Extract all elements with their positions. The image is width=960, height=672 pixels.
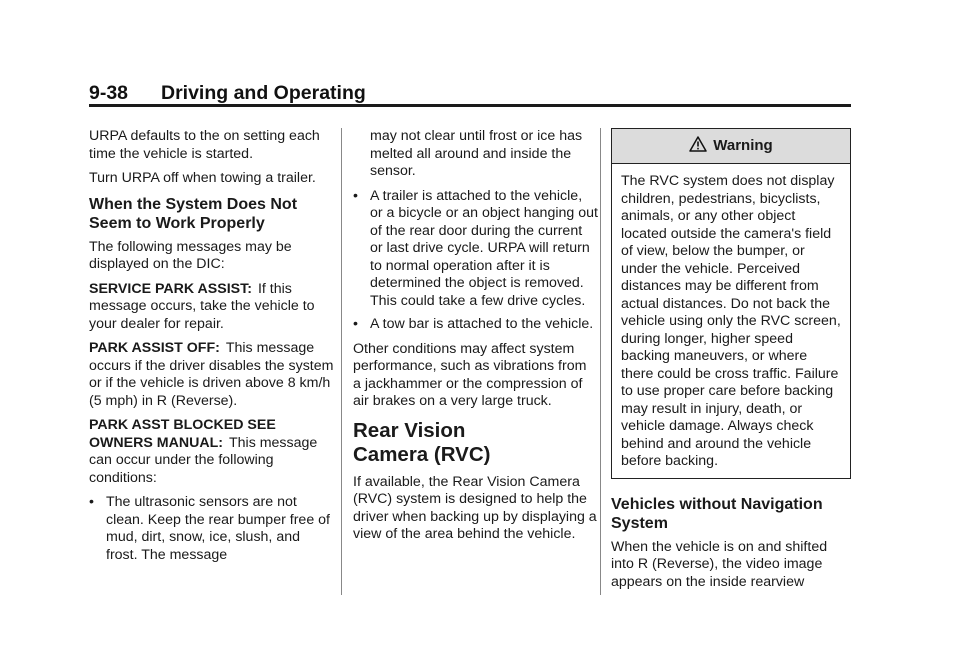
page-number: 9-38 [89,82,129,104]
paragraph: Other conditions may affect system performance, such as vibrations from a jackhammer or the compression of air brakes on a very large truck. [353,340,587,409]
bullet-icon: • [353,316,358,332]
section-heading [353,419,598,467]
warning-title: Warning [713,137,773,155]
dic-message [89,281,334,334]
column-divider [341,128,342,595]
list-item [353,316,598,334]
message-text: If this message occurs, take the vehicle to your dealer for repair. [89,280,315,332]
message-text: This message can occur under the following conditions: [89,434,318,486]
condition-list [89,494,334,564]
bullet-icon: • [353,187,358,204]
dic-message [89,340,334,410]
subsection-heading: Vehicles without Navigation System [611,495,823,532]
list-item-text: A tow bar is attached to the vehicle. [370,316,594,332]
message-label: PARK ASST BLOCKED SEE OWNERS MANUAL: [89,417,276,451]
section-title: Driving and Operating [161,82,366,104]
list-item [353,188,598,311]
list-item-text: A trailer is attached to the vehicle, or a bicycle or an object hanging out of the rear door during the current or last drive cycle. URPA will return to normal operation after it is determined the object is removed. This could take a few drive cycles. [370,187,598,309]
paragraph: Turn URPA off when towing a trailer. [89,170,316,186]
warning-text: The RVC system does not display children, pedestrians, bicyclists, animals, or any other object located outside the camera's field of view, below the bumper, or under the vehicle. Perceived distances may be different from actual distances. Do not back the vehicle using only the RVC screen, during longer, higher speed backing maneuvers, or where there could be cross traffic. Failure to use proper care before backing may result in injury, death, or vehicle damage. Always check behind and around the vehicle before backing. [621,173,841,469]
list-item [89,494,334,564]
paragraph: The following messages may be displayed on the DIC: [89,238,292,272]
column-divider [600,128,601,595]
warning-triangle-icon [689,136,713,157]
paragraph: If available, the Rear Vision Camera (RVC) system is designed to help the driver when backing up by displaying a view of the area behind the vehicle. [353,473,597,542]
column-1 [89,128,334,571]
list-item-text: The ultrasonic sensors are not clean. Keep the rear bumper free of mud, dirt, snow, ice, slush, and frost. The message [106,494,330,563]
dic-message [89,417,334,487]
paragraph: URPA defaults to the on setting each time the vehicle is started. [89,128,320,162]
paragraph: When the vehicle is on and shifted into R (Reverse), the video image appears on the inside rearview [611,538,828,590]
message-label: SERVICE PARK ASSIST: [89,280,252,297]
bullet-icon: • [89,494,94,510]
subsection-heading: When the System Does Not Seem to Work Properly [89,195,298,232]
heading-line: Rear Vision [353,418,466,442]
condition-list [353,188,598,334]
continued-text: may not clear until frost or ice has melted all around and inside the sensor. [370,128,583,179]
page-header [89,82,851,106]
column-2 [353,128,598,551]
warning-box [611,128,851,479]
header-rule [89,104,851,107]
message-label: PARK ASSIST OFF: [89,340,220,356]
warning-header [612,129,850,164]
column-3 [611,128,851,598]
heading-line: Camera (RVC) [353,442,491,466]
message-text: This message occurs if the driver disables the system or if the vehicle is driven above 8 km/h (5 mph) in R (Reverse). [89,340,334,409]
